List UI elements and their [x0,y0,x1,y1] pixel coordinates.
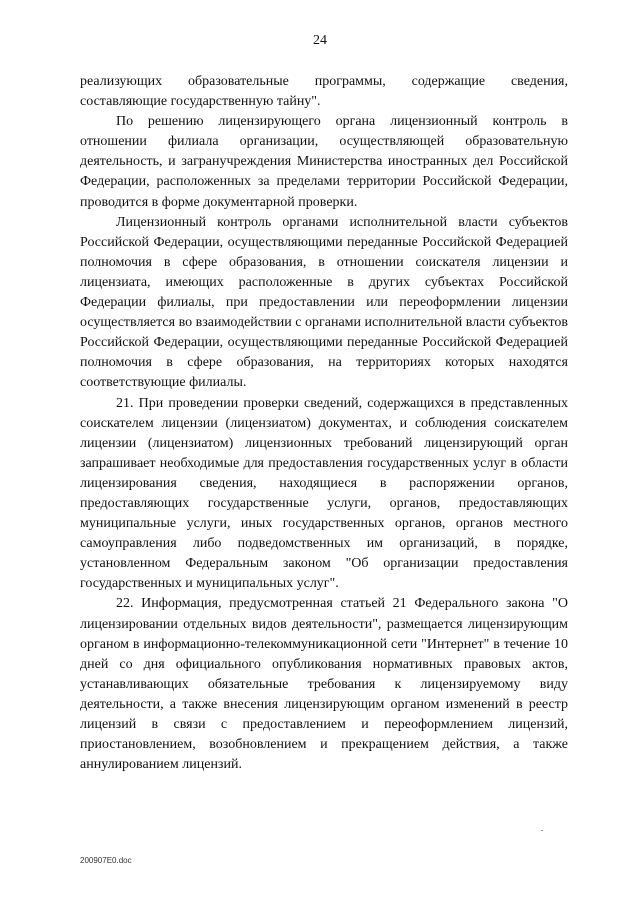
paragraph-clause-22: 22. Информация, предусмотренная статьей 21 Федерального закона "О лицензировании отдельных видов деятельности", размещается лицензирующим органом в информационно-телекоммуникационной сети "Интернет" в течение 10 дней со дня официального опубликования нормативных правовых актов, устанавливающих обязательные требования к лицензируемому виду деятельности, а также внесения лицензирующим органом изменений в реестр лицензий в связи с предоставлением и переоформлением лицензий, приостановлением, возобновлением и прекращением действия, а также аннулированием лицензий. [80,596,568,773]
paragraph-branch-control: По решению лицензирующего органа лицензионный контроль в отношении филиала организации, осуществляющей образовательную деятельность, и загранучреждения Министерства иностранных дел Российской Федерации, расположенных за пределами территории Российской Федерации, проводится в форме документарной проверки. [80,114,568,210]
footer-file-code: 200907E0.doc [80,856,132,865]
paragraph-regional-control: Лицензионный контроль органами исполнительной власти субъектов Российской Федерации, осуществляющими переданные Российской Федерацией полномочия в сфере образования, в отношении соискателя лицензии и лицензиата, имеющих расположенные в других субъектах Российской Федерации филиалы, при предоставлении или переоформлении лицензии осуществляется во взаимодействии с органами исполнительной власти субъектов Российской Федерации, осуществляющими переданные Российской Федерацией полномочия в сфере образования, на территориях которых находятся соответствующие филиалы. [80,214,568,391]
margin-mark [541,830,543,831]
paragraph-clause-21: 21. При проведении проверки сведений, содержащихся в представленных соискателем лицензии (лицензиатом) документах, и соблюдения соискателем лицензии (лицензиатом) лицензионных требований лицензирующий орган запрашивает необходимые для предоставления государственных услуг в области лицензирования сведения, находящиеся в распоряжении органов, предоставляющих государственные услуги, органов, предоставляющих муниципальные услуги, иных государственных органов, органов местного самоуправления либо подведомственных им организаций, в порядке, установленном Федеральным законом "Об организации предоставления государственных и муниципальных услуг". [80,395,568,592]
page-number: 24 [313,33,327,48]
document-body [80,72,568,775]
paragraph-continuation: реализующих образовательные программы, содержащие сведения, составляющие государственную тайну". [80,74,568,110]
